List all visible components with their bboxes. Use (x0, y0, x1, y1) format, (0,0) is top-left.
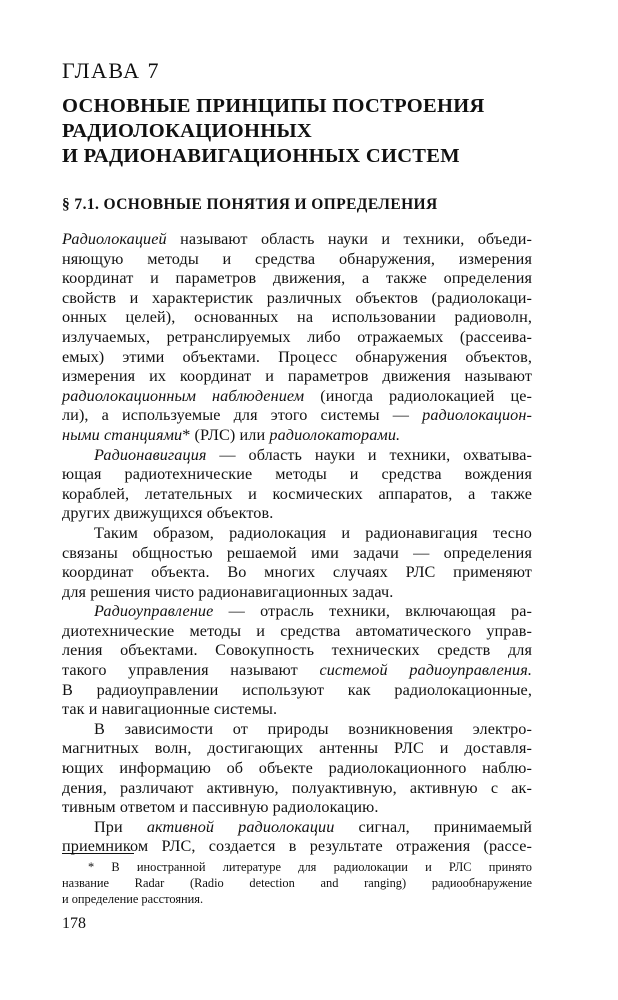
footnote-line: * В иностранной литературе для радиолокации и РЛС принято (88, 860, 532, 874)
body-line: При активной радиолокации сигнал, принимаемый (94, 817, 532, 836)
body-line: связаны общностью решаемой ими задачи — определения (62, 543, 532, 562)
body-line: тивным ответом и пассивную радиолокацию. (62, 798, 379, 817)
chapter-title (62, 94, 485, 169)
body-line: няющую методы и средства обнаружения, измерения (62, 249, 532, 268)
body-line: измерения их координат и параметров движения называют (62, 367, 532, 386)
body-line: Радиолокацией называют область науки и техники, объеди- (62, 230, 532, 248)
body-line: ными станциями* (РЛС) или радиолокаторами. (62, 425, 401, 444)
body-line: диотехнические методы и средства автоматического управ- (62, 621, 532, 640)
body-line: радиолокационным наблюдением (иногда радиолокацией це- (62, 386, 532, 405)
body-line: координат объекта. Во многих случаях РЛС применяют (62, 563, 532, 582)
body-line: Радиоуправление — отрасль техники, включающая ра- (94, 602, 532, 621)
chapter-title-line: РАДИОЛОКАЦИОННЫХ (62, 120, 313, 142)
body-line: ющих информацию об объекте радиолокационного наблю- (62, 759, 532, 778)
body-line: В зависимости от природы возникновения электро- (94, 719, 532, 738)
chapter-title-line: И РАДИОНАВИГАЦИОННЫХ СИСТЕМ (62, 145, 460, 167)
chapter-title-line: ОСНОВНЫЕ ПРИНЦИПЫ ПОСТРОЕНИЯ (62, 95, 485, 117)
body-line: координат и параметров движения, а также определения (62, 269, 532, 288)
body-line: В радиоуправлении используют как радиолокационные, (62, 680, 532, 699)
body-line: ющая радиотехнические методы и средства вождения (62, 465, 532, 484)
body-line: излучаемых, ретранслируемых либо отражаемых (рассеива- (62, 327, 532, 346)
footnote-line: и определение расстояния. (62, 892, 204, 906)
body-line: Радионавигация — область науки и техники, охватыва- (94, 445, 532, 464)
body-line: для решения чисто радионавигационных задач. (62, 582, 394, 601)
body-text (62, 230, 532, 857)
footnote (62, 859, 532, 907)
body-line: такого управления называют системой радиоуправления. (62, 661, 533, 680)
page-number: 178 (62, 915, 86, 932)
body-line: свойств и характеристик различных объектов (радиолокаци- (62, 288, 532, 307)
body-line: Таким образом, радиолокация и радионавигация тесно (94, 523, 532, 542)
footnote-divider (62, 853, 134, 854)
body-line: емых) этими объектами. Процесс обнаружения объектов, (62, 347, 532, 366)
chapter-label: ГЛАВА 7 (62, 58, 161, 83)
body-line: ления объектами. Совокупность технических средств для (62, 641, 532, 660)
body-line: кораблей, летательных и космических аппаратов, а также (62, 484, 532, 503)
body-line: приемником РЛС, создается в результате отражения (рассе- (62, 837, 532, 856)
section-heading: § 7.1. ОСНОВНЫЕ ПОНЯТИЯ И ОПРЕДЕЛЕНИЯ (62, 196, 438, 213)
body-line: дения, различают активную, полуактивную, активную с ак- (62, 778, 532, 797)
body-line: так и навигационные системы. (62, 700, 278, 719)
body-line: магнитных волн, достигающих антенны РЛС и доставля- (62, 739, 532, 758)
body-line: других движущихся объектов. (62, 504, 274, 523)
body-line: онных целей), основанных на использовании радиоволн, (62, 308, 532, 327)
body-line: ли), а используемые для этого системы — радиолокацион- (62, 406, 532, 425)
footnote-line: название Radar (Radio detection and ranging) радиообнаружение (62, 876, 532, 890)
